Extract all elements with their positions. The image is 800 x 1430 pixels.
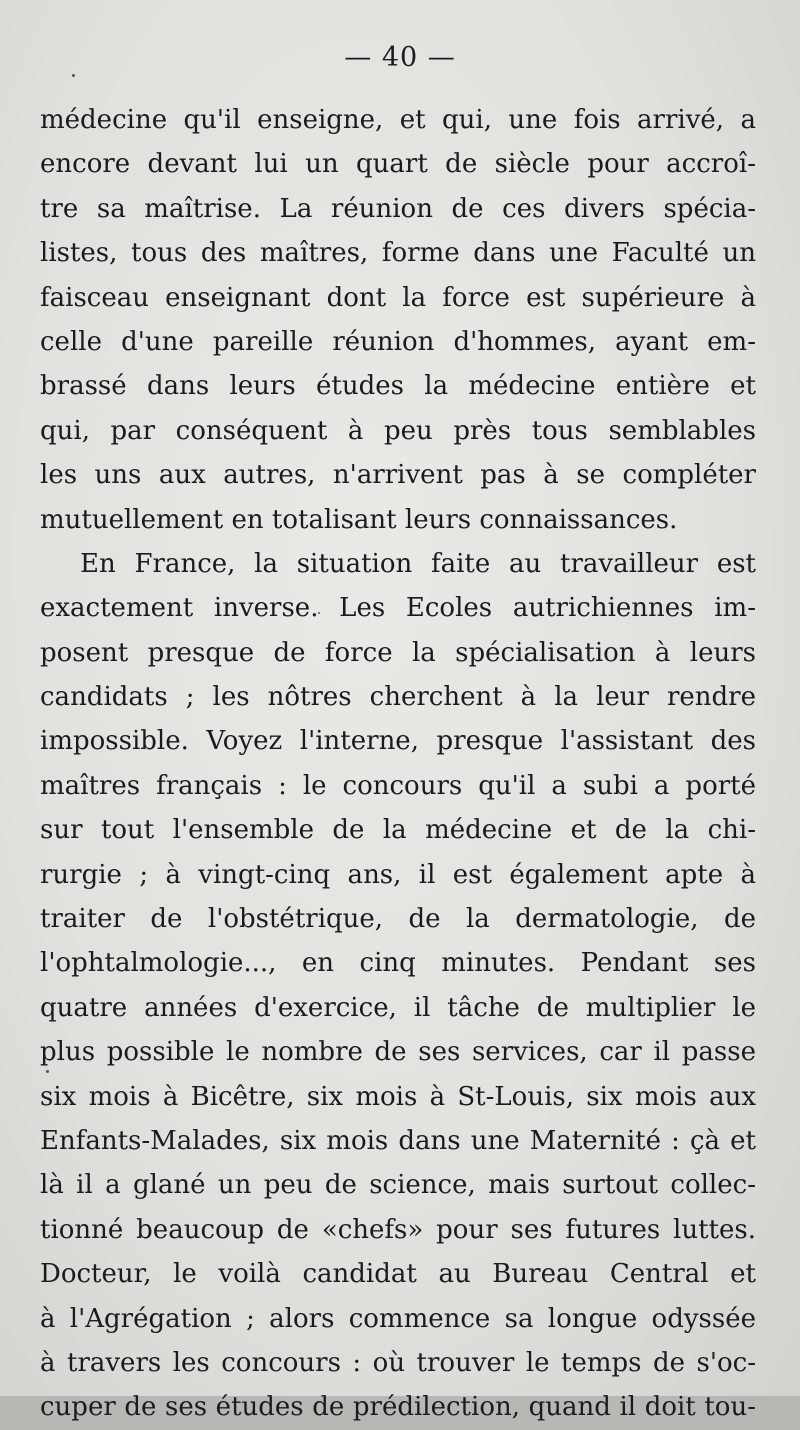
text-line: candidats ; les nôtres cherchent à la leur rendre <box>40 682 756 713</box>
text-line: brassé dans leurs études la médecine entière et <box>40 371 756 402</box>
text-line: traiter de l'obstétrique, de la dermatologie, de <box>40 904 756 935</box>
text-line: Enfants-Malades, six mois dans une Maternité : çà et <box>40 1125 756 1156</box>
text-line: plus possible le nombre de ses services, car il passe <box>40 1037 756 1068</box>
text-line: posent presque de force la spécialisation à leurs <box>40 637 756 668</box>
paragraph-start-line: En France, la situation faite au travailleur est <box>80 548 756 579</box>
text-line: encore devant lui un quart de siècle pour accroî- <box>40 149 756 180</box>
text-line: à travers les concours : où trouver le temps de s'oc- <box>40 1347 756 1378</box>
text-line: quatre années d'exercice, il tâche de multiplier le <box>40 992 756 1023</box>
text-line: exactement inverse. Les Ecoles autrichiennes im- <box>40 593 756 624</box>
text-line: listes, tous des maîtres, forme dans une Faculté un <box>40 238 756 269</box>
text-line: tionné beaucoup de «chefs» pour ses futures luttes. <box>40 1214 756 1245</box>
body-text <box>40 98 756 1430</box>
paragraph-end-line: mutuellement en totalisant leurs connaissances. <box>40 504 678 535</box>
page-number: — 40 — <box>344 42 456 73</box>
text-line: impossible. Voyez l'interne, presque l'assistant des <box>40 726 756 757</box>
text-line: Docteur, le voilà candidat au Bureau Central et <box>40 1259 756 1290</box>
text-line: à l'Agrégation ; alors commence sa longue odyssée <box>40 1303 756 1334</box>
text-line: rurgie ; à vingt-cinq ans, il est également apte à <box>40 859 756 890</box>
text-line: faisceau enseignant dont la force est supérieure à <box>40 282 756 313</box>
text-line: sur tout l'ensemble de la médecine et de la chi- <box>40 815 756 846</box>
text-line: celle d'une pareille réunion d'hommes, ayant em- <box>40 326 756 357</box>
text-line: maîtres français : le concours qu'il a subi a porté <box>40 770 756 801</box>
text-line: médecine qu'il enseigne, et qui, une fois arrivé, a <box>40 105 756 135</box>
text-line: tre sa maîtrise. La réunion de ces divers spécia- <box>40 193 756 224</box>
text-line: là il a glané un peu de science, mais surtout collec- <box>40 1170 756 1201</box>
paper-speck <box>72 74 75 77</box>
text-line: six mois à Bicêtre, six mois à St-Louis, six mois aux <box>40 1081 756 1112</box>
text-line: l'ophtalmologie..., en cinq minutes. Pendant ses <box>40 948 756 979</box>
text-line: les uns aux autres, n'arrivent pas à se compléter <box>40 460 756 491</box>
text-line: cuper de ses études de prédilection, quand il doit tou- <box>40 1392 756 1423</box>
text-line: qui, par conséquent à peu près tous semblables <box>40 415 756 446</box>
